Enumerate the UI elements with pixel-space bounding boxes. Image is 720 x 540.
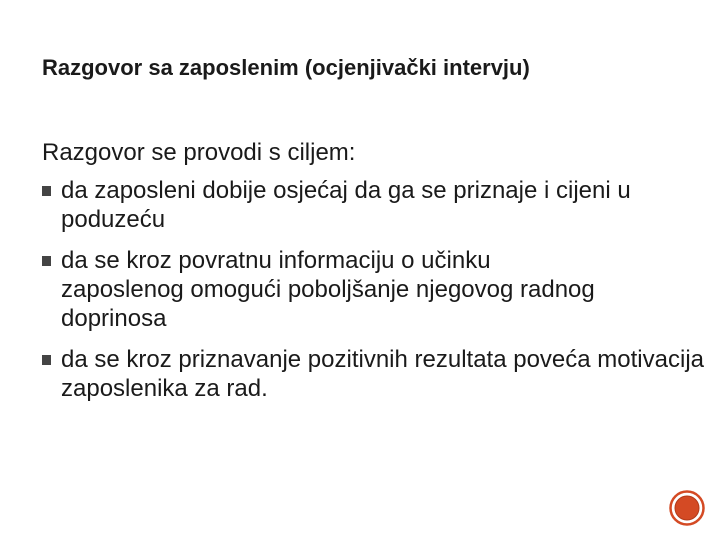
- circle-button-icon[interactable]: [669, 490, 705, 526]
- bullet-list: [42, 176, 704, 415]
- slide-title: Razgovor sa zaposlenim (ocjenjivački intervju): [42, 55, 530, 80]
- bullet-text: da se kroz priznavanje pozitivnih rezultata poveća motivacija zaposlenika za rad.: [61, 346, 704, 402]
- bullet-text: da zaposleni dobije osjećaj da ga se priznaje i cijeni u poduzeću: [61, 177, 631, 233]
- list-item: [42, 345, 711, 403]
- square-bullet-icon: [42, 256, 51, 266]
- list-item: [42, 246, 601, 333]
- intro-text: Razgovor se provodi s ciljem:: [42, 139, 356, 166]
- square-bullet-icon: [42, 355, 51, 365]
- square-bullet-icon: [42, 186, 51, 196]
- bullet-text: da se kroz povratnu informaciju o učinku zaposlenog omogući poboljšanje njegovog radnog doprinosa: [61, 247, 595, 332]
- list-item: [42, 176, 646, 234]
